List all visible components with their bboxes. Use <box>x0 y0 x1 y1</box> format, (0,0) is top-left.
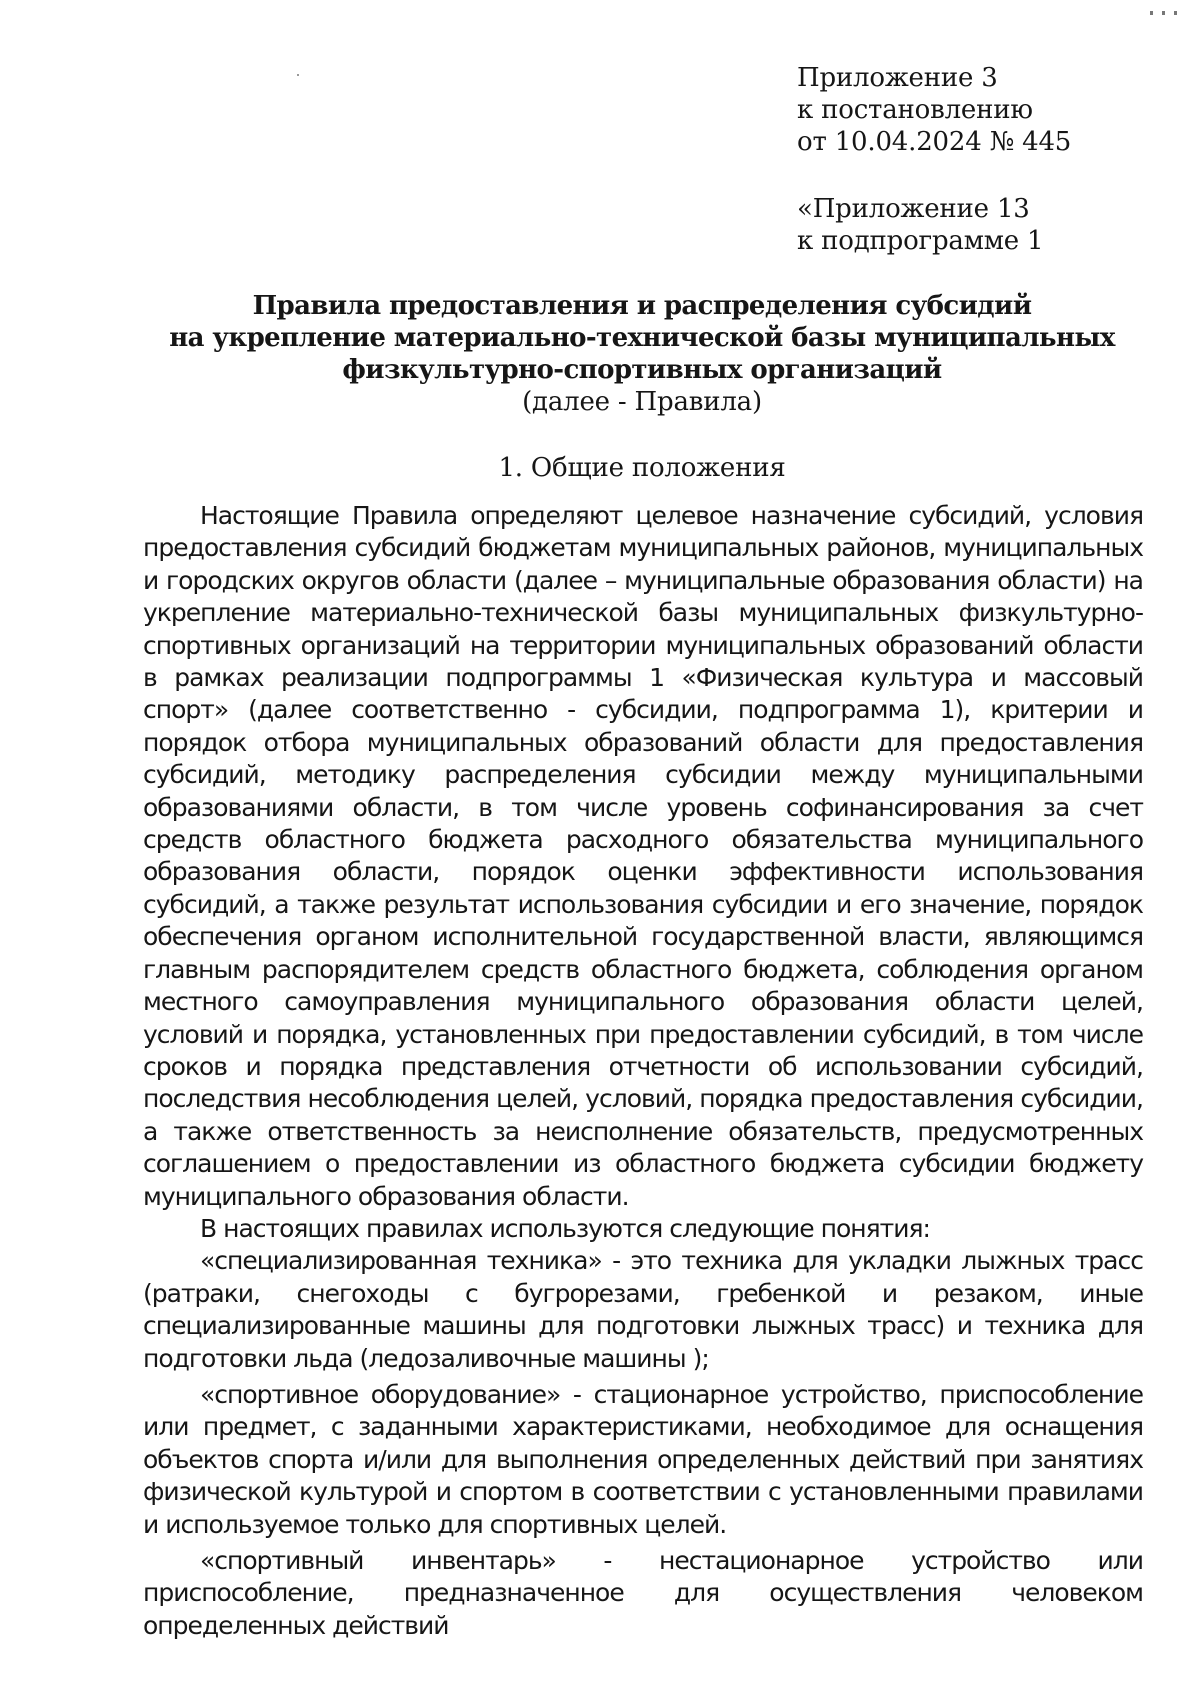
document-body <box>143 500 1143 1642</box>
annex-block <box>797 62 1071 158</box>
scan-mark <box>1150 0 1186 4</box>
section-heading: 1. Общие положения <box>498 453 786 483</box>
annex-line: к постановлению <box>797 95 1033 125</box>
annex-sub-block <box>797 193 1043 257</box>
document-title <box>140 290 1144 418</box>
body-paragraph: «спортивное оборудование» - стационарное устройство, приспособление или предмет, с заданными характеристиками, необходимое для оснащения объектов спорта и/или для выполнения определенных действий при занятиях физической культурой и спортом в соответствии с установленными правилами и используемое только для спортивных целей. <box>143 1379 1143 1539</box>
scan-speck <box>297 74 299 76</box>
title-line: Правила предоставления и распределения субсидий <box>252 291 1032 321</box>
body-paragraph: «спортивный инвентарь» - нестационарное устройство или приспособление, предназначенное для осуществления человеком определенных действий <box>143 1546 1143 1640</box>
title-note: (далее - Правила) <box>522 387 762 417</box>
annex-sub-line: к подпрограмме 1 <box>797 226 1044 256</box>
annex-line: Приложение 3 <box>797 63 998 93</box>
body-paragraph: Настоящие Правила определяют целевое назначение субсидий, условия предоставления субсидий бюджетам муниципальных районов, муниципальных и городских округов области (далее – муниципальные образования области) на укрепление материально-технической базы муниципальных физкультурно-спортивных организаций на территории муниципальных образований области в рамках реализации подпрограммы 1 «Физическая культура и массовый спорт» (далее соответственно - субсидии, подпрограмма 1), критерии и порядок отбора муниципальных образований области для предоставления субсидий, методику распределения субсидии между муниципальными образованиями области, в том числе уровень софинансирования за счет средств областного бюджета расходного обязательства муниципального образования области, порядок оценки эффективности использования субсидий, а также результат использования субсидии и его значение, порядок обеспечения органом исполнительной государственной власти, являющимся главным распорядителем средств областного бюджета, соблюдения органом местного самоуправления муниципального образования области целей, условий и порядка, установленных при предоставлении субсидий, в том числе сроков и порядка представления отчетности об использовании субсидий, последствия несоблюдения целей, условий, порядка предоставления субсидии, а также ответственность за неисполнение обязательств, предусмотренных соглашением о предоставлении из областного бюджета субсидии бюджету муниципального образования области. <box>143 501 1143 1211</box>
body-paragraph: В настоящих правилах используются следующие понятия: <box>200 1213 930 1243</box>
title-line: физкультурно-спортивных организаций <box>342 355 942 385</box>
annex-line: от 10.04.2024 № 445 <box>797 127 1072 157</box>
title-line: на укрепление материально-технической базы муниципальных <box>169 323 1115 353</box>
body-paragraph: «специализированная техника» - это техника для укладки лыжных трасс (ратраки, снегоходы с бугрорезами, гребенкой и резаком, иные специализированные машины для подготовки лыжных трасс) и техника для подготовки льда (ледозаливочные машины ); <box>143 1246 1143 1373</box>
annex-sub-line: «Приложение 13 <box>797 194 1030 224</box>
